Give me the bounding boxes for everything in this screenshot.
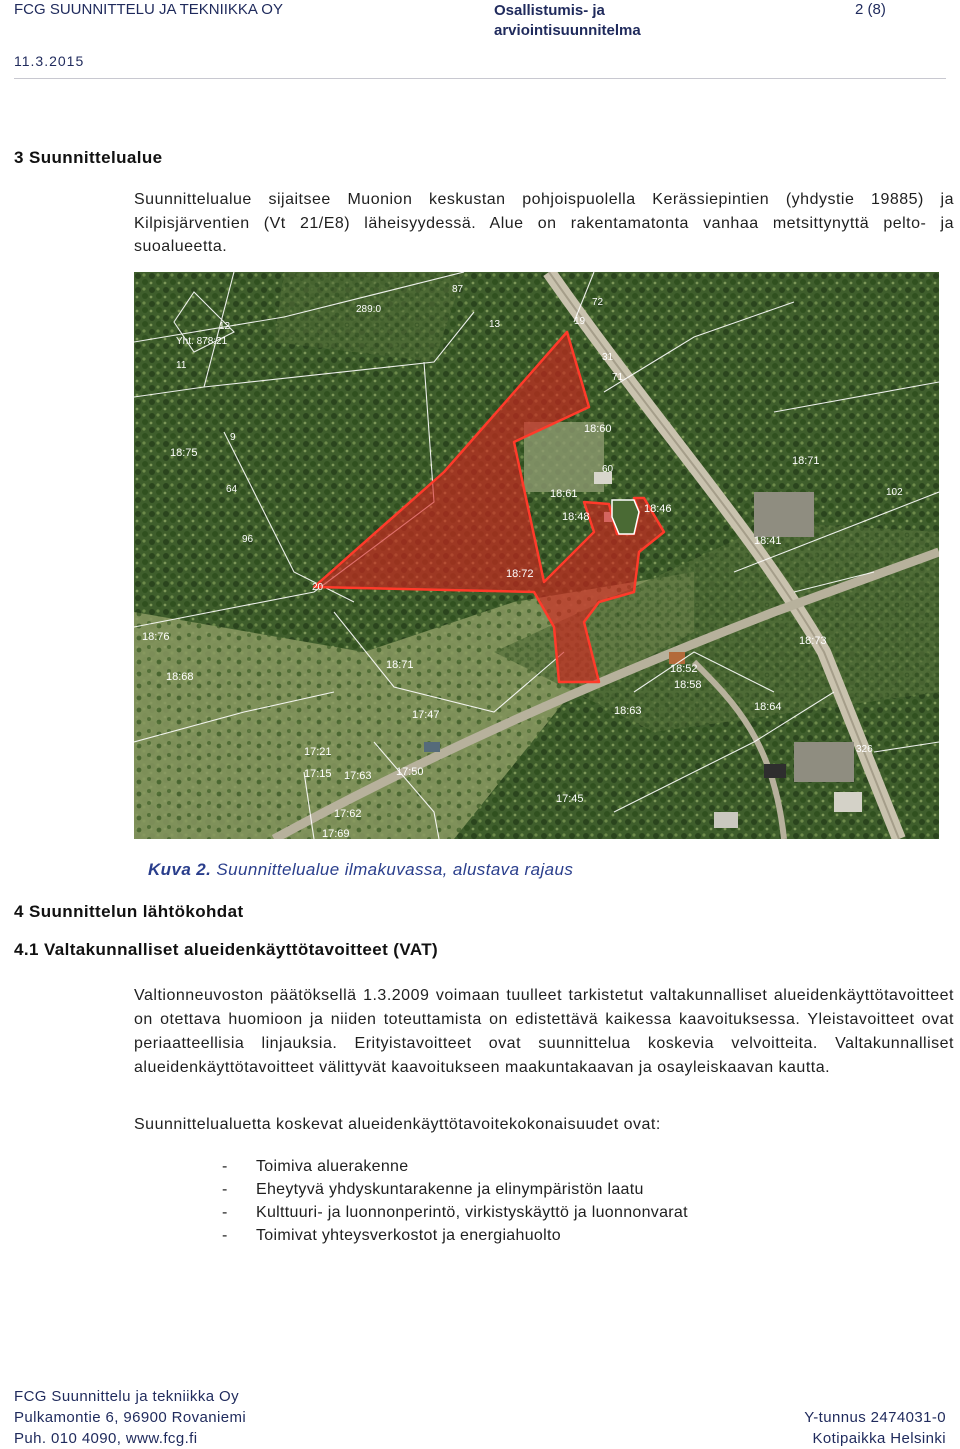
list-item: - Kulttuuri- ja luonnonperintö, virkistyskäyttö ja luonnonvarat [222,1201,688,1224]
figure-caption [148,860,573,880]
map-label: 9 [230,432,236,443]
map-label: 72 [592,297,604,308]
map-label: 18:71 [386,659,414,671]
map-label: 18:73 [799,635,827,647]
map-label: 19 [574,316,586,327]
map-label: 18:52 [670,663,698,675]
map-label: Yht. 878:21 [176,336,228,347]
map-label: 17:45 [556,793,584,805]
figure-caption-label: Kuva 2. [148,860,212,879]
map-label: 60 [602,464,614,475]
map-label: 18:58 [674,679,702,691]
footer-address: Pulkamontie 6, 96900 Rovaniemi [14,1409,247,1426]
map-label: 18:75 [170,447,198,459]
footer-business-id: Y-tunnus 2474031-0 [804,1409,946,1426]
header-divider [14,78,946,79]
map-label: 17:69 [322,828,350,839]
map-label: 18:68 [166,671,194,683]
header-date: 11.3.2015 [14,53,85,69]
map-label: 18:71 [792,455,820,467]
section-4-1-body: Valtionneuvoston päätöksellä 1.3.2009 voimaan tuulleet tarkistetut valtakunnalliset alueidenkäyttötavoitteet on otettava huomioon ja niiden toteuttamista on edistettävä kaikessa kaavoituksessa. Yleistavoitteet ovat periaatteellisia linjauksia. Erityistavoitteet ovat suunnittelua koskevia velvoitteita. Valtakunnalliset alueidenkäyttötavoitteet välittyvät kaavoitukseen maakuntakaavan ja osayleiskaavan kautta. [134,987,954,1076]
footer-right [794,1407,946,1449]
section-3-heading: 3 Suunnittelualue [14,148,163,167]
map-label: 18:72 [506,568,534,580]
section-4-1-heading: 4.1 Valtakunnalliset alueidenkäyttötavoitteet (VAT) [14,940,439,959]
map-label: 17:15 [304,768,332,780]
map-label: 18:48 [562,511,590,523]
map-label: 20 [312,582,324,593]
footer-phone-web: Puh. 010 4090, www.fcg.fi [14,1430,198,1447]
map-label: 11 [176,360,187,371]
section-3-body: Suunnittelualue sijaitsee Muonion keskustan pohjoispuolella Kerässiepintien (yhdystie 19885) ja Kilpisjärventien (Vt 21/E8) läheisyydessä. Alue on rakentamatonta vanhaa metsittynyttä pelto- ja suoalueetta. [134,191,954,255]
map-label: 12 [219,321,231,332]
map-label: 17:63 [344,770,372,782]
section-4-heading: 4 Suunnittelun lähtökohdat [14,902,244,921]
aerial-map [134,272,939,839]
section-4-1-intro: Suunnittelualuetta koskevat alueidenkäyttötavoitekokonaisuudet ovat: [134,1116,661,1133]
map-label: 18:76 [142,631,170,643]
header-document-title: Osallistumis- ja arviointisuunnitelma [494,2,641,39]
footer-company: FCG Suunnittelu ja tekniikka Oy [14,1388,239,1405]
list-item: - Eheytyvä yhdyskuntarakenne ja elinympäristön laatu [222,1178,688,1201]
map-label: 71 [612,372,624,383]
figure-caption-text: Suunnittelualue ilmakuvassa, alustava rajaus [216,860,574,879]
header-page-number: 2 (8) [855,1,886,18]
map-label: 64 [226,484,238,495]
map-label: 289:0 [356,304,382,315]
map-label: 31 [602,352,614,363]
map-label: 96 [242,534,254,545]
map-label: 18:64 [754,701,782,713]
list-item: - Toimivat yhteysverkostot ja energiahuolto [222,1224,688,1247]
map-label: 17:47 [412,709,440,721]
map-label: 17:62 [334,808,362,820]
map-label: 17:21 [304,746,332,758]
map-label: 18:63 [614,705,642,717]
map-label: 326 [856,744,873,755]
map-label: 18:46 [644,503,672,515]
map-label: 13 [489,319,501,330]
goals-list [222,1155,688,1247]
map-label: 102 [886,487,903,498]
header-company: FCG SUUNNITTELU JA TEKNIIKKA OY [14,1,283,18]
map-label: 17:50 [396,766,424,778]
map-label: 87 [452,284,464,295]
footer-domicile: Kotipaikka Helsinki [812,1430,946,1447]
list-item: - Toimiva aluerakenne [222,1155,688,1178]
map-label: 18:61 [550,488,578,500]
footer-left [14,1386,246,1449]
map-label: 18:41 [754,535,782,547]
map-label: 18:60 [584,423,612,435]
